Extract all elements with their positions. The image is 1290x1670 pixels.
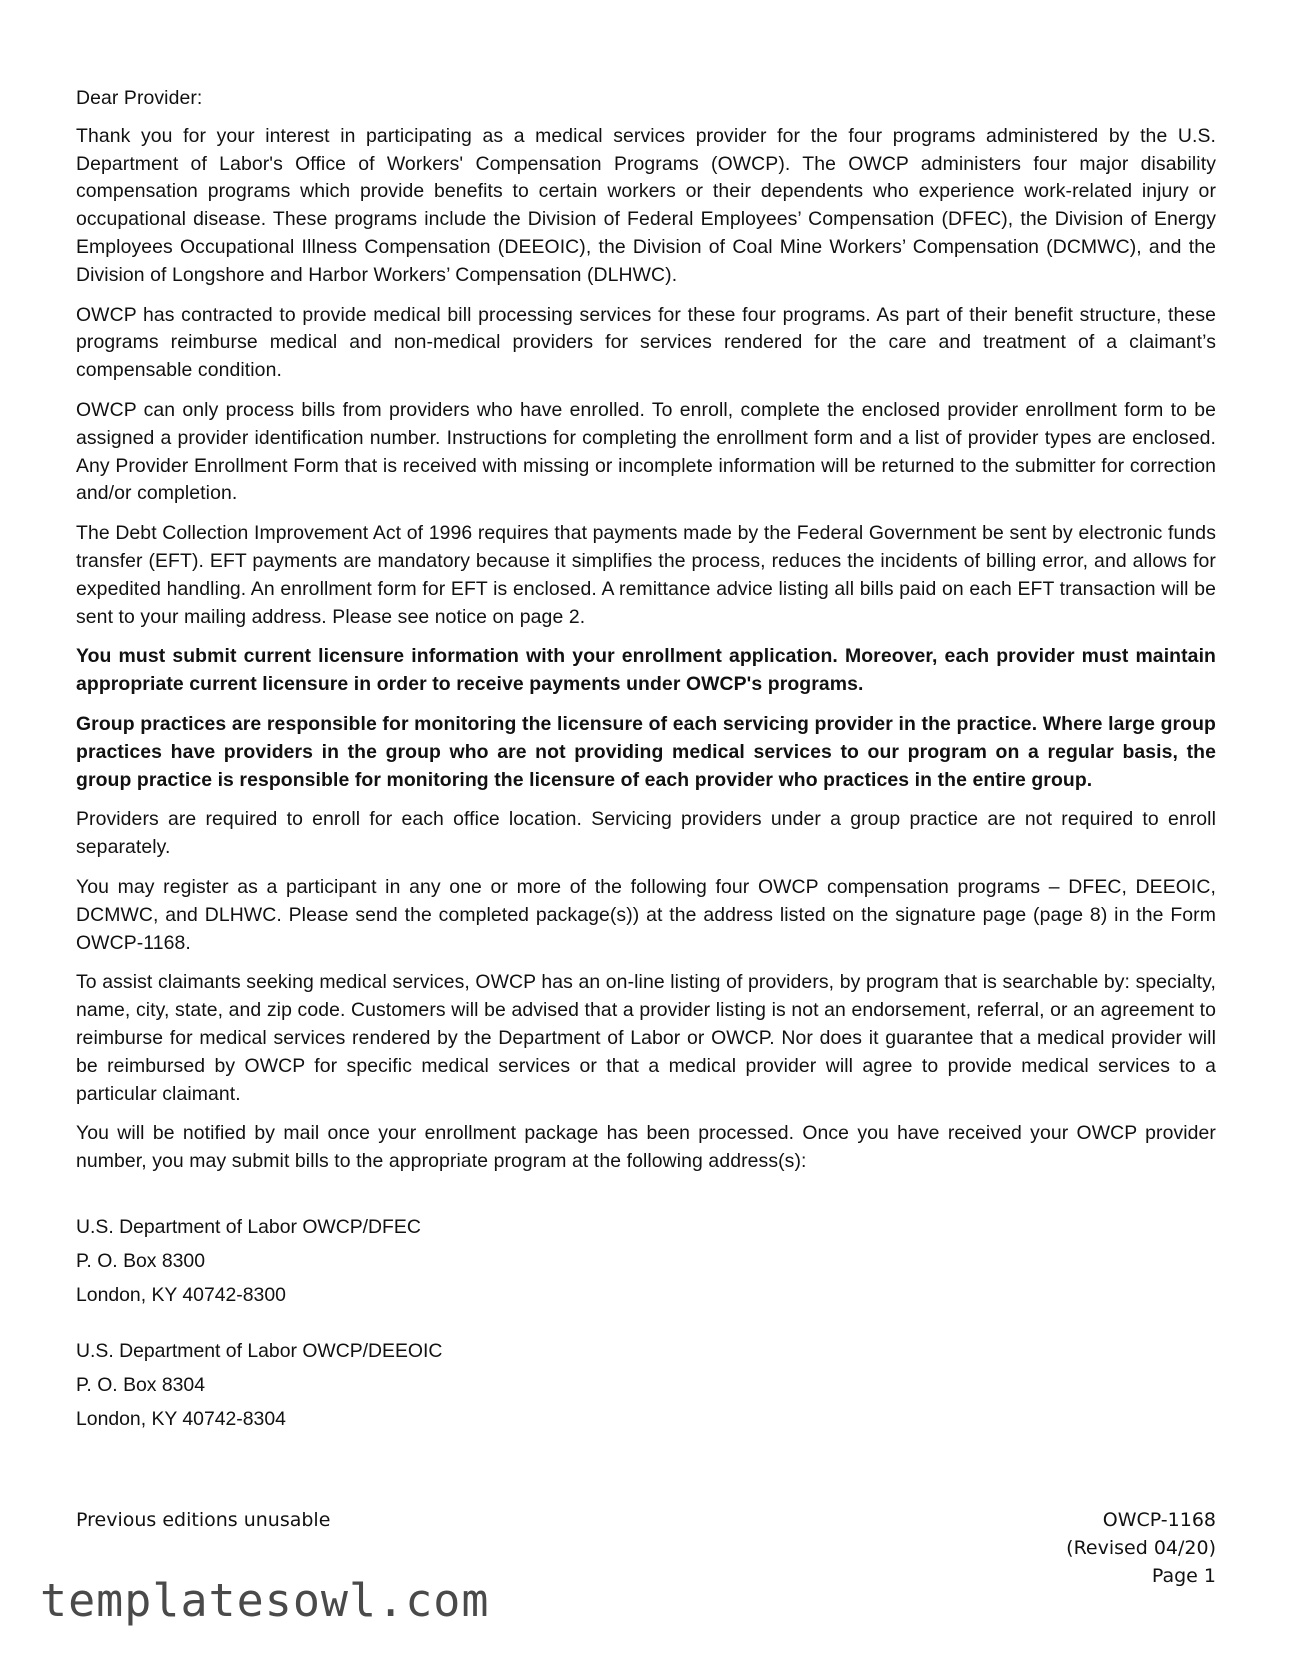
address-dfec bbox=[76, 1210, 1216, 1312]
letter-body bbox=[76, 85, 1216, 1458]
address-line: London, KY 40742-8300 bbox=[76, 1283, 286, 1306]
address-line: U.S. Department of Labor OWCP/DFEC bbox=[76, 1215, 421, 1238]
paragraph-notification: You will be notified by mail once your enrollment package has been processed. Once you have received your OWCP provider number, you may submit bills to the appropriate program at the following address(s): bbox=[76, 1122, 1216, 1173]
footer-form-number: OWCP-1168 bbox=[1102, 1509, 1216, 1531]
address-line: London, KY 40742-8304 bbox=[76, 1407, 286, 1430]
paragraph-online-listing: To assist claimants seeking medical services, OWCP has an on-line listing of providers, by program that is searchable by: specialty, name, city, state, and zip code. Customers will be advised that a provider listing is not an endorsement, referral, or an agreement to reimburse for medical services rendered by the Department of Labor or OWCP. Nor does it guarantee that a medical provider will be reimbursed by OWCP for specific medical services or that a medical provider will agree to provide medical services to a particular claimant. bbox=[76, 971, 1216, 1105]
paragraph-office-location: Providers are required to enroll for each office location. Servicing providers under a group practice are not required to enroll separately. bbox=[76, 808, 1216, 859]
paragraph-intro: Thank you for your interest in participating as a medical services provider for the four programs administered by the U.S. Department of Labor's Office of Workers' Compensation Programs (OWCP). The OWCP administers four major disability compensation programs which provide benefits to certain workers or their dependents who experience work-related injury or occupational disease. These programs include the Division of Federal Employees’ Compensation (DFEC), the Division of Energy Employees Occupational Illness Compensation (DEEOIC), the Division of Coal Mine Workers’ Compensation (DCMWC), and the Division of Longshore and Harbor Workers’ Compensation (DLHWC). bbox=[76, 124, 1216, 286]
paragraph-bill-processing: OWCP has contracted to provide medical bill processing services for these four programs. As part of their benefit structure, these programs reimburse medical and non-medical providers for services rendered for the care and treatment of a claimant’s compensable condition. bbox=[76, 303, 1216, 382]
address-deeoic bbox=[76, 1334, 1216, 1436]
footer-edition-note: Previous editions unusable bbox=[76, 1509, 331, 1531]
footer-page-number: Page 1 bbox=[1151, 1565, 1216, 1587]
address-line: U.S. Department of Labor OWCP/DEEOIC bbox=[76, 1339, 443, 1362]
address-line: P. O. Box 8300 bbox=[76, 1249, 206, 1272]
watermark-text: templatesowl.com bbox=[40, 1574, 490, 1627]
paragraph-group-practices: Group practices are responsible for monitoring the licensure of each servicing provider in the practice. Where large group practices have providers in the group who are not providing medical services to our program on a regular basis, the group practice is responsible for monitoring the licensure of each provider who practices in the entire group. bbox=[76, 712, 1216, 791]
paragraph-register: You may register as a participant in any one or more of the following four OWCP compensation programs – DFEC, DEEOIC, DCMWC, and DLHWC. Please send the completed package(s)) at the address listed on the signature page (page 8) in the Form OWCP-1168. bbox=[76, 875, 1216, 954]
address-list bbox=[76, 1210, 1216, 1436]
salutation: Dear Provider: bbox=[76, 87, 203, 109]
paragraph-licensure: You must submit current licensure information with your enrollment application. Moreover, each provider must maintain appropriate current licensure in order to receive payments under OWCP's programs. bbox=[76, 645, 1216, 696]
address-line: P. O. Box 8304 bbox=[76, 1373, 206, 1396]
footer-revision: (Revised 04/20) bbox=[1066, 1537, 1216, 1559]
paragraph-enrollment: OWCP can only process bills from providers who have enrolled. To enroll, complete the enclosed provider enrollment form to be assigned a provider identification number. Instructions for completing the enrollment form and a list of provider types are enclosed. Any Provider Enrollment Form that is received with missing or incomplete information will be returned to the submitter for correction and/or completion. bbox=[76, 398, 1216, 505]
paragraph-eft: The Debt Collection Improvement Act of 1996 requires that payments made by the Federal Government be sent by electronic funds transfer (EFT). EFT payments are mandatory because it simplifies the process, reduces the incidents of billing error, and allows for expedited handling. An enrollment form for EFT is enclosed. A remittance advice listing all bills paid on each EFT transaction will be sent to your mailing address. Please see notice on page 2. bbox=[76, 522, 1216, 628]
footer-form-info bbox=[1066, 1506, 1216, 1590]
